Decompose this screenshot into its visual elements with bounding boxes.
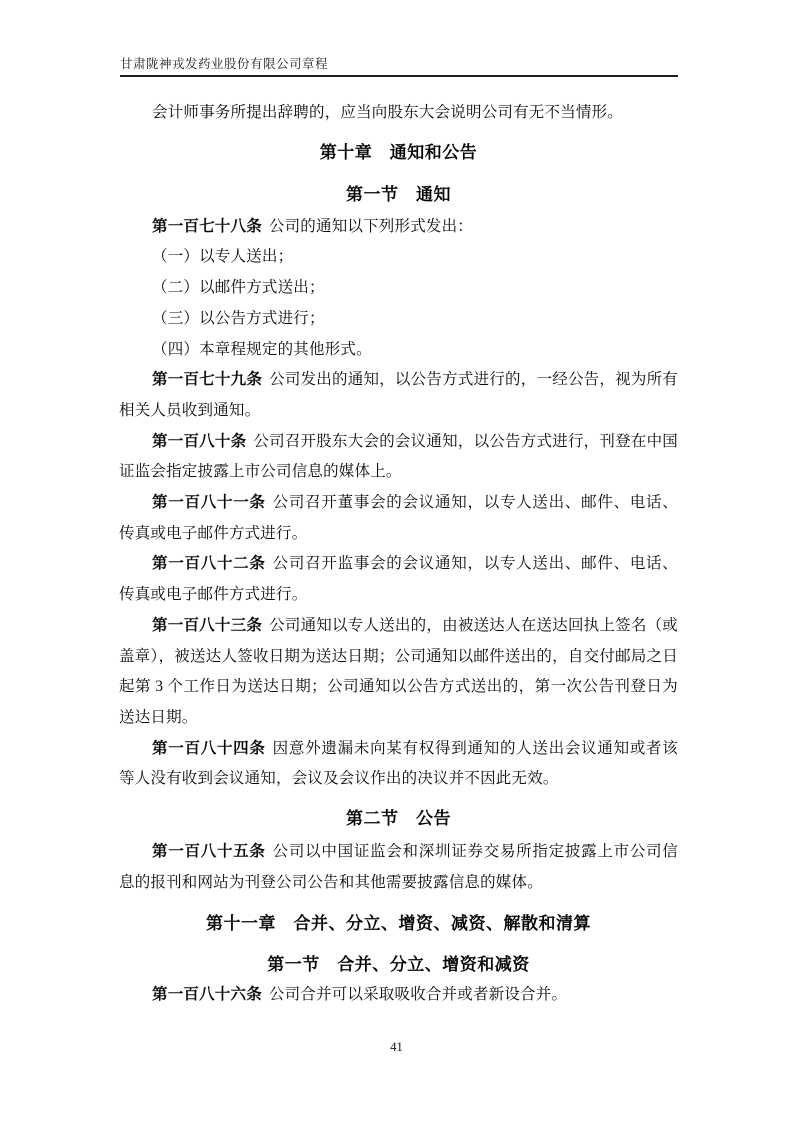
- article-186-text: 公司合并可以采取吸收合并或者新设合并。: [268, 986, 568, 1004]
- page-number: 41: [390, 1040, 403, 1054]
- document-body: [119, 98, 678, 1011]
- article-185-line: [119, 868, 678, 899]
- article-183-text: 盖章），被送达人签收日期为送达日期；公司通知以邮件送出的，自交付邮局之日: [119, 647, 678, 665]
- article-185-text: 公司以中国证监会和深圳证券交易所指定披露上市公司信: [272, 843, 678, 861]
- article-182-number: 第一百八十二条: [152, 555, 266, 573]
- carryover-paragraph-text: 会计师事务所提出辞聘的，应当向股东大会说明公司有无不当情形。: [152, 104, 624, 121]
- article-180-number: 第一百八十条: [152, 432, 247, 450]
- article-178-number: 第一百七十八条: [152, 217, 262, 235]
- article-185-number: 第一百八十五条: [152, 843, 266, 861]
- section-1-notice-heading: 第一节 通知: [346, 184, 451, 204]
- article-184-text: 等人没有收到会议通知，会议及会议作出的决议并不因此无效。: [119, 770, 559, 788]
- article-181-line: [119, 488, 678, 519]
- article-181-number: 第一百八十一条: [152, 494, 266, 512]
- article-178-line: [119, 212, 678, 243]
- article-179-text: 公司发出的通知，以公告方式进行的，一经公告，视为所有: [269, 371, 679, 389]
- article-178-item-2-line: [119, 273, 678, 304]
- article-184-line: [119, 764, 678, 795]
- page-header-title: 甘肃陇神戎发药业股份有限公司章程: [120, 56, 678, 77]
- article-183-text: 起第 3 个工作日为送达日期；公司通知以公告方式送出的，第一次公告刊登日为: [119, 678, 678, 696]
- article-183-line: [119, 642, 678, 673]
- article-183-line: [119, 611, 678, 642]
- article-183-text: 公司通知以专人送出的，由被送达人在送达回执上签名（或: [269, 616, 679, 634]
- chapter-10-heading: 第十章 通知和公告: [319, 143, 478, 163]
- article-179-line: [119, 396, 678, 427]
- article-178-item-4-line: [119, 335, 678, 366]
- article-178-item-1-text: （一）以专人送出；: [152, 248, 294, 266]
- article-178-item-1-line: [119, 242, 678, 273]
- article-183-number: 第一百八十三条: [152, 616, 263, 634]
- article-181-text: 公司召开董事会的会议通知，以专人送出、邮件、电话、: [272, 494, 678, 512]
- article-180-line: [119, 427, 678, 458]
- carryover-paragraph-line: [119, 98, 678, 129]
- article-184-line: [119, 734, 678, 765]
- article-181-text: 传真或电子邮件方式进行。: [119, 524, 308, 542]
- article-183-line: [119, 703, 678, 734]
- article-184-text: 因意外遗漏未向某有权得到通知的人送出会议通知或者该: [272, 739, 678, 757]
- article-179-text: 相关人员收到通知。: [119, 401, 261, 419]
- article-183-line: [119, 672, 678, 703]
- article-181-line: [119, 519, 678, 550]
- article-178-text: 公司的通知以下列形式发出：: [268, 217, 474, 235]
- article-180-line: [119, 457, 678, 488]
- article-180-text: 公司召开股东大会的会议通知，以公告方式进行，刊登在中国: [253, 432, 679, 450]
- chapter-11-heading: 第十一章 合并、分立、增资、减资、解散和清算: [206, 913, 591, 933]
- section-2-announcement-heading: 第二节 公告: [346, 808, 451, 828]
- article-185-text: 息的报刊和网站为刊登公司公告和其他需要披露信息的媒体。: [119, 873, 543, 891]
- article-179-line: [119, 365, 678, 396]
- section-1-merger-heading: 第一节 合并、分立、增资和减资: [267, 954, 530, 974]
- article-186-line: [119, 980, 678, 1011]
- article-178-item-4-text: （四）本章程规定的其他形式。: [152, 340, 372, 358]
- article-186-number: 第一百八十六条: [152, 986, 262, 1004]
- article-182-text: 传真或电子邮件方式进行。: [119, 586, 308, 604]
- article-182-line: [119, 549, 678, 580]
- article-179-number: 第一百七十九条: [152, 371, 263, 389]
- article-178-item-3-line: [119, 304, 678, 335]
- article-183-text: 送达日期。: [119, 708, 198, 726]
- article-178-item-2-text: （二）以邮件方式送出；: [152, 279, 325, 297]
- article-182-line: [119, 580, 678, 611]
- article-182-text: 公司召开监事会的会议通知，以专人送出、邮件、电话、: [272, 555, 678, 573]
- article-180-text: 证监会指定披露上市公司信息的媒体上。: [119, 463, 402, 481]
- article-184-number: 第一百八十四条: [152, 739, 266, 757]
- article-178-item-3-text: （三）以公告方式进行；: [152, 309, 325, 327]
- article-185-line: [119, 837, 678, 868]
